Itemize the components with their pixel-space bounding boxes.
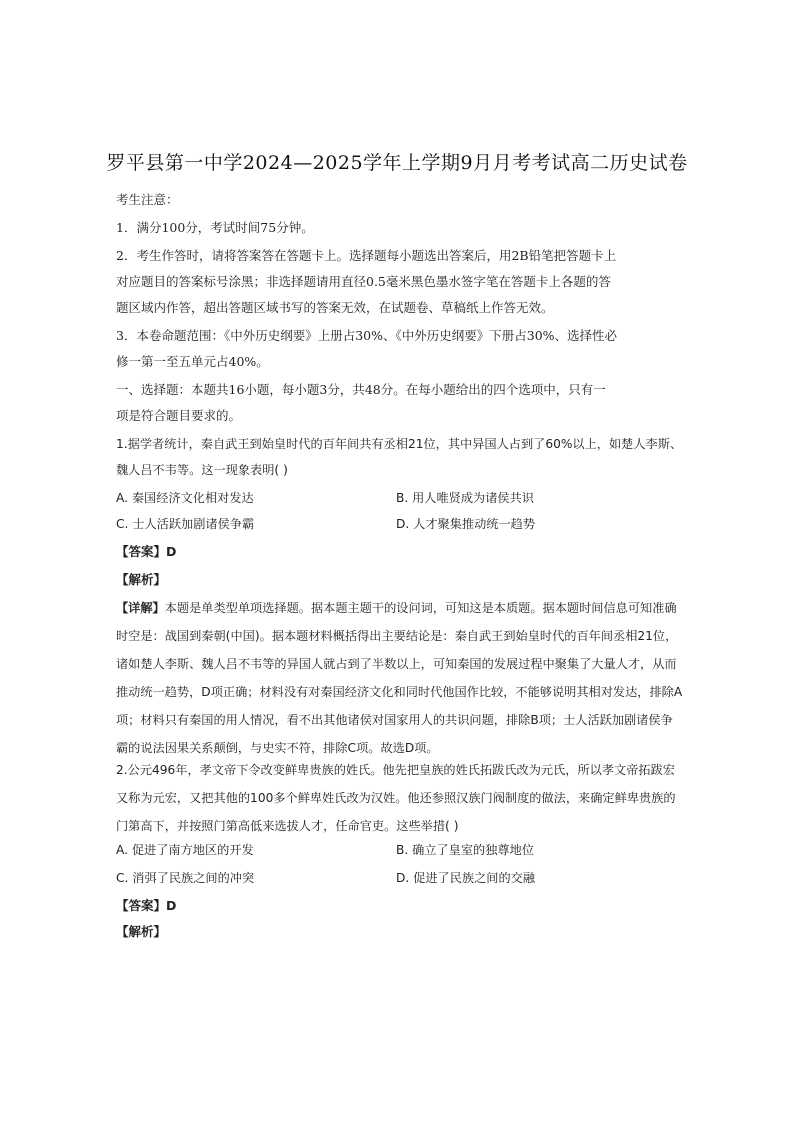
q1-detail-line-6: 霸的说法因果关系颠倒，与史实不符，排除C项。故选D项。 [116, 741, 439, 755]
q2-option-c: C. 消弭了民族之间的冲突 [116, 871, 255, 885]
notice-heading: 考生注意： [116, 192, 179, 207]
page-title: 罗平县第一中学2024—2025学年上学期9月月考考试高二历史试卷 [106, 152, 688, 174]
q1-answer: 【答案】D [116, 544, 177, 559]
notice-item-2-line-3: 题区域内作答，超出答题区域书写的答案无效，在试题卷、草稿纸上作答无效。 [116, 300, 554, 315]
notice-item-2-line-2: 对应题目的答案标号涂黑；非选择题请用直径0.5毫米黑色墨水签字笔在答题卡上各题的答 [116, 274, 611, 289]
q1-detail-line-4: 推动统一趋势，D项正确；材料没有对秦国经济文化和同时代他国作比较，不能够说明其相对发达，排除A [116, 685, 683, 699]
q1-detail [116, 594, 686, 762]
q1-detail-line-2: 时空是：战国到秦朝(中国)。据本题材料概括得出主要结论是：秦自武王到始皇时代的百年间丞相21位， [116, 629, 678, 643]
q2-option-a: A. 促进了南方地区的开发 [116, 843, 254, 857]
notice-item-1: 1．满分100分，考试时间75分钟。 [116, 220, 314, 235]
q1-detail-tag: 【详解】 [116, 601, 165, 615]
q1-detail-line-1: 【详解】本题是单类型单项选择题。据本题主题干的设问词，可知这是本质题。据本题时间信息可知准确 [116, 601, 677, 615]
q1-analysis-label: 【解析】 [116, 572, 167, 587]
q1-stem-line-2: 魏人吕不韦等。这一现象表明( ) [116, 463, 288, 477]
section-1-heading-line-1: 一、选择题：本题共16小题，每小题3分，共48分。在每小题给出的四个选项中，只有一 [116, 382, 606, 397]
q1-detail-line-3: 诸如楚人李斯、魏人吕不韦等的异国人就占到了半数以上，可知秦国的发展过程中聚集了大量人才，从而 [116, 657, 677, 671]
notice-item-3-line-2: 修一第一至五单元占40%。 [116, 354, 269, 369]
q2-option-b: B. 确立了皇室的独尊地位 [396, 843, 534, 857]
q2-stem-line-3: 门第高下，并按照门第高低来选拔人才，任命官吏。这些举措( ) [116, 819, 459, 833]
q2-stem [116, 756, 686, 840]
q2-stem-line-1: 2.公元496年，孝文帝下令改变鲜卑贵族的姓氏。他先把皇族的姓氏拓跋氏改为元氏，所以孝文帝拓跋宏 [116, 763, 675, 777]
q1-option-c: C. 士人活跃加剧诸侯争霸 [116, 517, 255, 531]
q2-answer: 【答案】D [116, 898, 177, 913]
q2-analysis-label: 【解析】 [116, 924, 167, 939]
q2-option-d: D. 促进了民族之间的交融 [396, 871, 536, 885]
notice-item-3-line-1: 3．本卷命题范围：《中外历史纲要》上册占30%、《中外历史纲要》下册占30%、选择性必 [116, 328, 618, 343]
q1-option-a: A. 秦国经济文化相对发达 [116, 491, 254, 505]
q1-detail-line-5: 项；材料只有秦国的用人情况，看不出其他诸侯对国家用人的共识问题，排除B项；士人活跃加剧诸侯争 [116, 713, 673, 727]
q1-option-b: B. 用人唯贤成为诸侯共识 [396, 491, 534, 505]
q2-stem-line-2: 又称为元宏，又把其他的100多个鲜卑姓氏改为汉姓。他还参照汉族门阀制度的做法，来确定鲜卑贵族的 [116, 791, 676, 805]
q1-option-d: D. 人才聚集推动统一趋势 [396, 517, 536, 531]
q1-stem-line-1: 1.据学者统计，秦自武王到始皇时代的百年间共有丞相21位，其中异国人占到了60%以上，如楚人李斯、 [116, 437, 683, 451]
notice-item-2-line-1: 2．考生作答时，请将答案答在答题卡上。选择题每小题选出答案后，用2B铅笔把答题卡上 [116, 248, 617, 263]
section-1-heading-line-2: 项是符合题目要求的。 [116, 408, 242, 423]
